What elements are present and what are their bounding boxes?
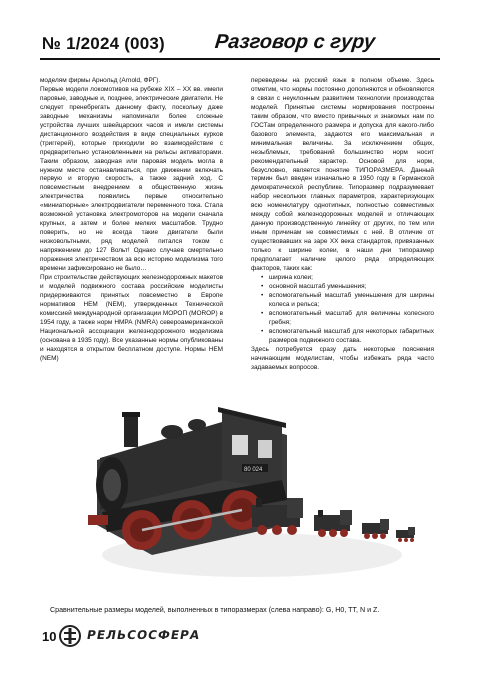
paragraph: Первые модели локомотивов на рубеже XIX – XX вв. имели паровые, заводные и, позднее, электрические двигатели. Не следует пренебрегать данному факту, поскольку даже заводные механизмы напоминали более сложные устройства лучших швейцарских часов и имели системы дистанционного воздействия в виде специальных курков (триггерей), которые приходили во взаимодействие с предварительно установленными на рельсы активаторами. Таким образом, заводная или паровая модель могла в нужном месте останавливаться, при движении включать первую и вторую скорость, а также задний ход. С повсеместным внедрением в общественную жизнь электричества появились первые относительно «миниатюрные» электродвигатели переменного тока. Стала возможной установка электромоторов на модели сначала крупных, а затем и более мелких масштабов. Трудно поверить, но не всегда такие двигатели были низковольтными, ряд моделей питался током с напряжением до 127 Вольт! Однако случаев смертельно поражения электричеством за всю историю моделизма того времени зафиксировано не было…: [40, 85, 223, 273]
list-item: • вспомогательный масштаб для некоторых габаритных размеров подвижного состава.: [251, 328, 434, 346]
page-number: 10: [42, 629, 57, 644]
right-column: [251, 77, 434, 372]
locomotive-tt-scale: [314, 510, 352, 537]
section-title: Разговор с гуру: [213, 31, 377, 53]
factor-list: [251, 274, 434, 346]
list-item: • ширина колеи;: [251, 274, 434, 283]
locomotive-g-scale: [88, 407, 287, 555]
railsphere-logo-icon: [58, 624, 82, 648]
list-item: • вспомогательный масштаб уменьшения для ширины колеса и рельса;: [251, 292, 434, 310]
list-item: • основной масштаб уменьшения;: [251, 283, 434, 292]
issue-number: № 1/2024 (003): [42, 34, 165, 53]
locomotive-models-photo: [82, 340, 422, 590]
locomotive-number: 80 024: [244, 467, 263, 473]
paragraph: моделям фирмы Арнольд (Arnold, ФРГ).: [40, 77, 161, 84]
brand-name: РЕЛЬСОСФЕРА: [85, 628, 202, 642]
paragraph: При строительстве действующих железнодорожных макетов и моделей подвижного состава российские моделисты придерживаются принятых повсеместно в Европе нормативов НЕМ (NEM), утвержденных Технической комиссией международной организации МОРОП (MOROP) в 1954 году, а также норм НМРА (NMRA) североамериканской Национальной ассоциации железнодорожного моделизма (основана в 1935 году). Все указанные нормы опубликованы и находятся в открытом бесплатном доступе. Нормы НЕМ (NEM): [40, 273, 223, 362]
paragraph: Здесь потребуется сразу дать некоторые пояснения начинающим моделистам, чтобы избежать ряда часто задаваемых вопросов.: [251, 345, 434, 371]
paragraph: переведены на русский язык в полном объеме. Здесь отметим, что нормы постоянно дополняются и обновляются в связи с неуклонным развитием технологии производства моделей. Принятые системы нормирования построены таким образом, что вместо привычных и знакомых нам по ГОСТам определенного размера и допуска для какого-либо базового элемента, задаются его максимальная и минимальная величины. За исключением общих, незыблемых, требований большинство норм носит рекомендательный характер. Основой для норм, безусловно, является понятие ТИПОРАЗМЕРА. Данный термин был введен изначально в 1950 году в Германской демократической республике. Типоразмер подразумевает набор нескольких главных параметров, характеризующих всю номенклатуру однотипных, полностью совместимых между собой железнодорожных моделей и отличающих данную производственную линейку от других, по тем или иным причинам не совместимых с ней. В отличие от существовавших на заре XX века стандартов, привязанных только к ширине колеи, в наши дни типоразмер предполагает наличие целого ряда определяющих факторов, таких как:: [251, 77, 434, 273]
locomotive-z-scale: [396, 527, 415, 542]
header-divider: [40, 58, 440, 60]
locomotive-n-scale: [362, 519, 389, 539]
list-item: • вспомогательный масштаб для величины колесного гребня;: [251, 310, 434, 328]
left-column: [40, 77, 223, 364]
figure-caption: Сравнительные размеры моделей, выполненных в типоразмерах (слева направо): G, H0, TT, N и Z.: [50, 606, 380, 614]
